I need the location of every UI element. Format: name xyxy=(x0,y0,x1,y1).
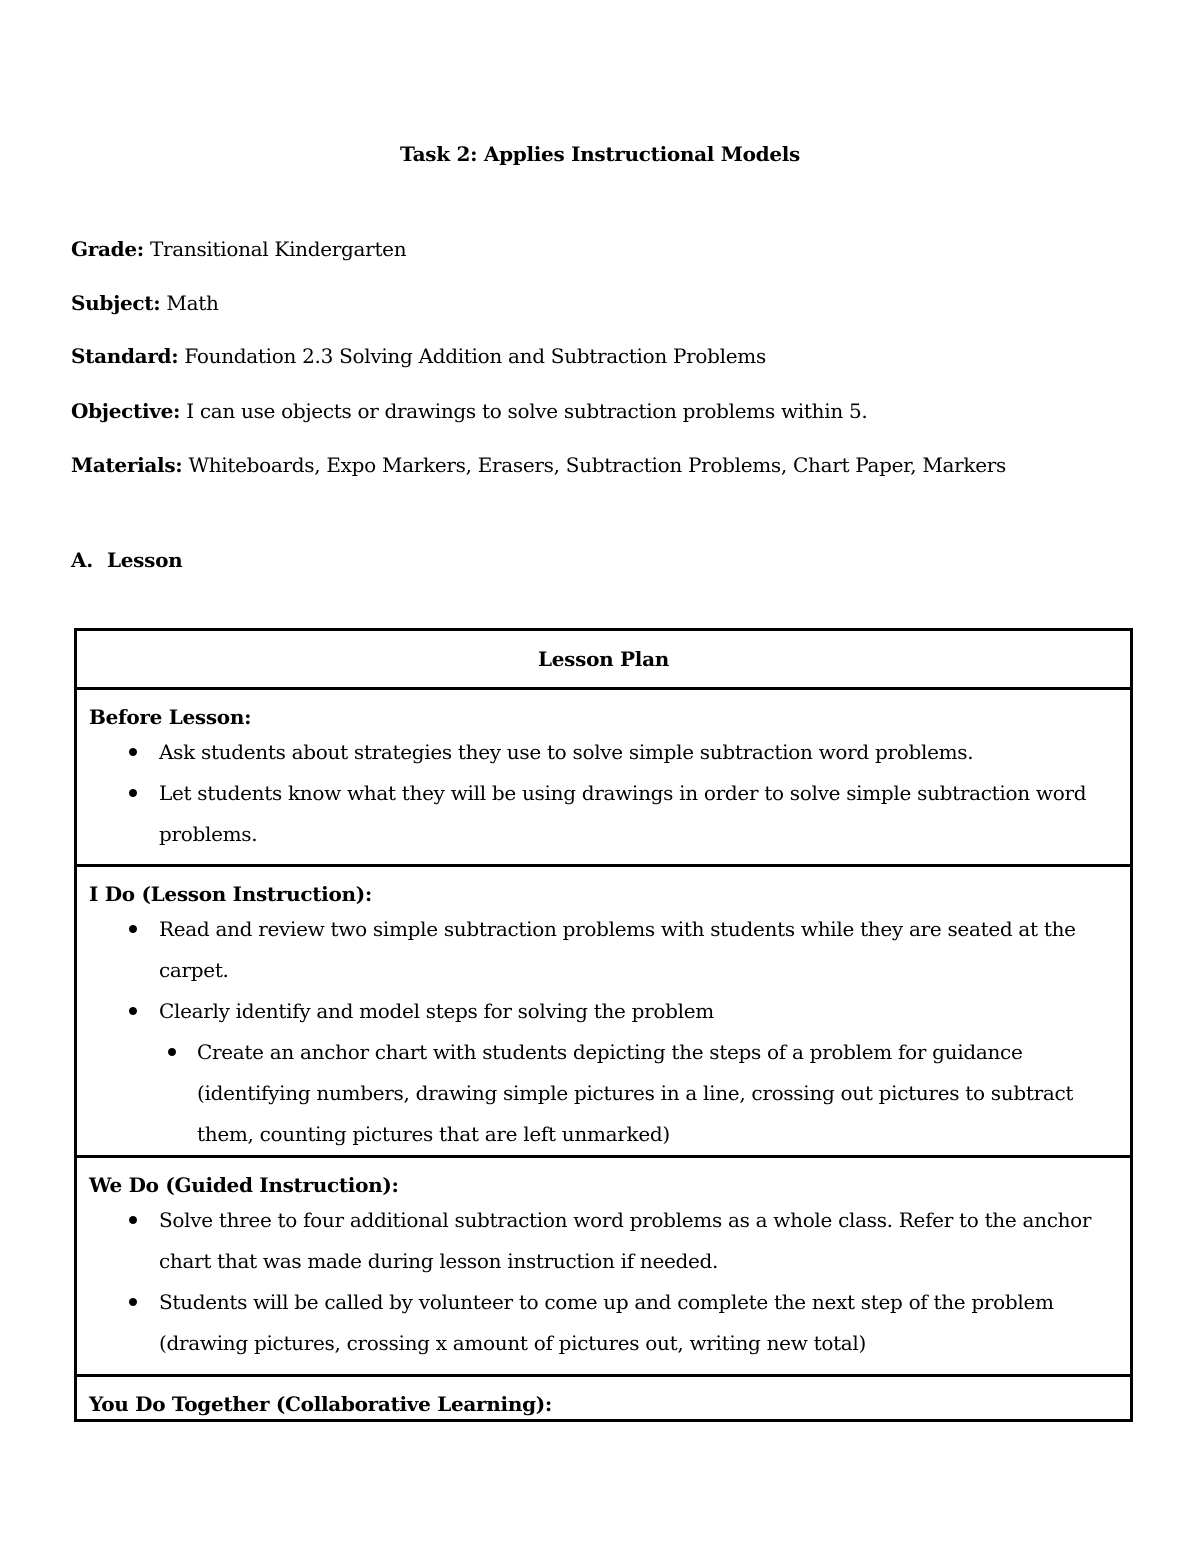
sub-list-item: Create an anchor chart with students depicting the steps of a problem for guidance (identifying numbers, drawing simple pictures in a line, crossing out pictures to subtract them, counting pictures that are left unmarked) xyxy=(89,1032,1118,1155)
list-item: Read and review two simple subtraction problems with students while they are seated at the carpet. xyxy=(89,909,1118,991)
subject-label: Subject: xyxy=(71,291,161,315)
list-item: Ask students about strategies they use to solve simple subtraction word problems. xyxy=(89,732,1118,773)
table-header-row xyxy=(76,630,1132,689)
objective-value: I can use objects or drawings to solve subtraction problems within 5. xyxy=(186,399,868,423)
list-item: Clearly identify and model steps for solving the problem xyxy=(89,991,1118,1032)
objective-line xyxy=(71,399,867,423)
we-do-list xyxy=(89,1200,1118,1364)
standard-label: Standard: xyxy=(71,344,179,368)
standard-value: Foundation 2.3 Solving Addition and Subtraction Problems xyxy=(184,344,766,368)
you-do-together-heading: You Do Together (Collaborative Learning): xyxy=(89,1392,553,1416)
you-do-together-cell xyxy=(76,1376,1132,1421)
grade-label: Grade: xyxy=(71,237,144,261)
subject-line xyxy=(71,291,219,315)
table-row xyxy=(76,1376,1132,1421)
list-item: Let students know what they will be using drawings in order to solve simple subtraction word problems. xyxy=(89,773,1118,855)
i-do-list xyxy=(89,909,1118,1155)
before-lesson-cell xyxy=(76,689,1132,866)
section-title: Lesson xyxy=(107,548,183,572)
table-row xyxy=(76,1157,1132,1376)
list-item: Students will be called by volunteer to come up and complete the next step of the problem (drawing pictures, crossing x amount of pictures out, writing new total) xyxy=(89,1282,1118,1364)
materials-value: Whiteboards, Expo Markers, Erasers, Subtraction Problems, Chart Paper, Markers xyxy=(188,453,1007,477)
table-row xyxy=(76,689,1132,866)
materials-label: Materials: xyxy=(71,453,183,477)
objective-label: Objective: xyxy=(71,399,181,423)
grade-value: Transitional Kindergarten xyxy=(149,237,407,261)
before-lesson-list xyxy=(89,732,1118,855)
materials-line xyxy=(71,453,1006,477)
lesson-plan-table xyxy=(74,628,1133,1422)
we-do-cell xyxy=(76,1157,1132,1376)
section-heading xyxy=(71,548,182,572)
i-do-cell xyxy=(76,866,1132,1157)
i-do-heading: I Do (Lesson Instruction): xyxy=(89,882,372,906)
subject-value: Math xyxy=(166,291,219,315)
before-lesson-heading: Before Lesson: xyxy=(89,705,252,729)
list-item: Solve three to four additional subtraction word problems as a whole class. Refer to the anchor chart that was made during lesson instruction if needed. xyxy=(89,1200,1118,1282)
document-title: Task 2: Applies Instructional Models xyxy=(399,142,801,166)
grade-line xyxy=(71,237,406,261)
we-do-heading: We Do (Guided Instruction): xyxy=(89,1173,399,1197)
section-letter: A. xyxy=(71,548,93,572)
table-row xyxy=(76,866,1132,1157)
standard-line xyxy=(71,344,766,368)
table-header: Lesson Plan xyxy=(76,630,1132,689)
